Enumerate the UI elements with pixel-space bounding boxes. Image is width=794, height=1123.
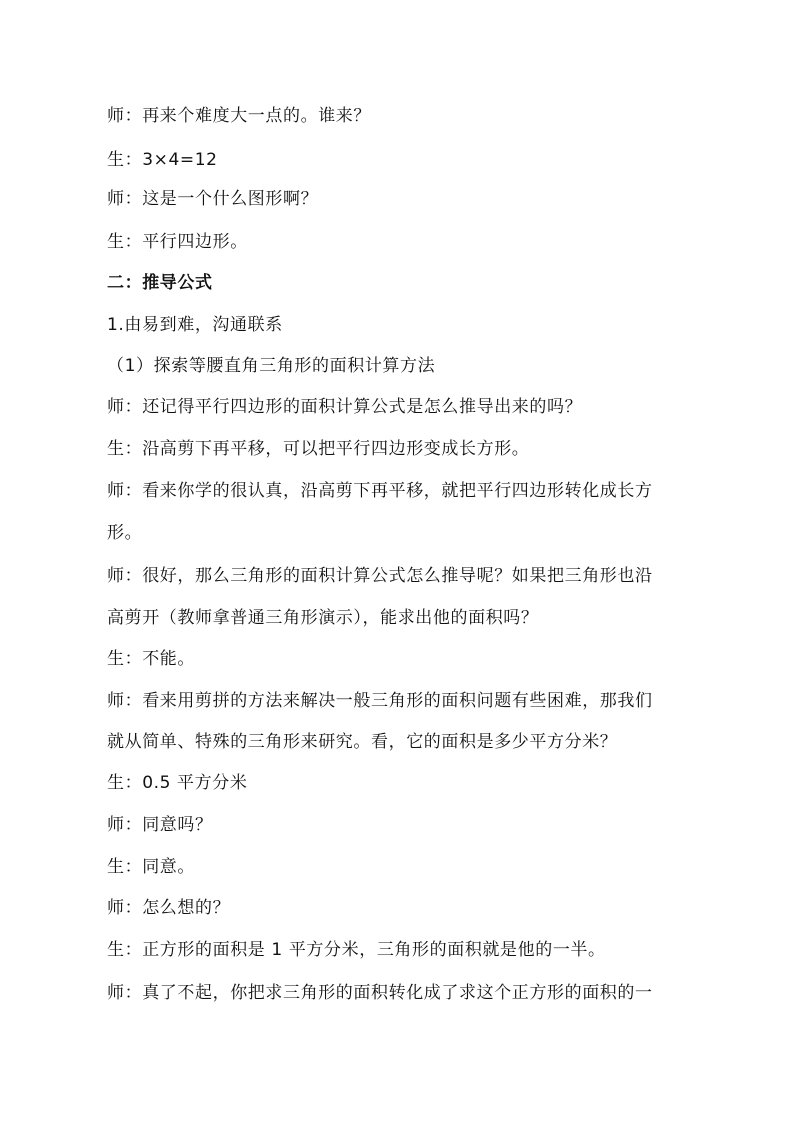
text-line: 形。: [107, 523, 143, 543]
text-line: 高剪开（教师拿普通三角形演示），能求出他的面积吗？: [107, 608, 539, 628]
text-line: 师：还记得平行四边形的面积计算公式是怎么推导出来的吗？: [107, 397, 583, 417]
text-line: 生：同意。: [107, 857, 195, 877]
text-line: 就从简单、特殊的三角形来研究。看，它的面积是多少平方分米？: [107, 732, 618, 752]
text-line: 师：很好，那么三角形的面积计算公式怎么推导呢？如果把三角形也沿: [107, 566, 653, 586]
text-line: 生：0.5 平方分米: [107, 773, 248, 793]
text-line: 师：再来个难度大一点的。谁来？: [107, 106, 371, 126]
text-line: 生：正方形的面积是 1 平方分米，三角形的面积就是他的一半。: [107, 940, 606, 960]
text-line: 生：沿高剪下再平移，可以把平行四边形变成长方形。: [107, 439, 530, 459]
text-line: 生：平行四边形。: [107, 232, 248, 252]
subsection-heading: （1）探索等腰直角三角形的面积计算方法: [107, 356, 436, 376]
text-line: 师：看来你学的很认真，沿高剪下再平移，就把平行四边形转化成长方: [107, 481, 653, 501]
text-line: 师：这是一个什么图形啊？: [107, 189, 319, 209]
text-line: 师：同意吗？: [107, 815, 213, 835]
text-line: 生：不能。: [107, 649, 195, 669]
section-heading: 二：推导公式: [107, 273, 213, 293]
text-line: 师：看来用剪拼的方法来解决一般三角形的面积问题有些困难，那我们: [107, 691, 653, 711]
subsection-heading: 1.由易到难，沟通联系: [107, 315, 283, 335]
text-line: 师：真了不起，你把求三角形的面积转化成了求这个正方形的面积的一: [107, 983, 653, 1003]
text-line: 师：怎么想的？: [107, 898, 231, 918]
text-line: 生：3×4=12: [107, 150, 218, 170]
